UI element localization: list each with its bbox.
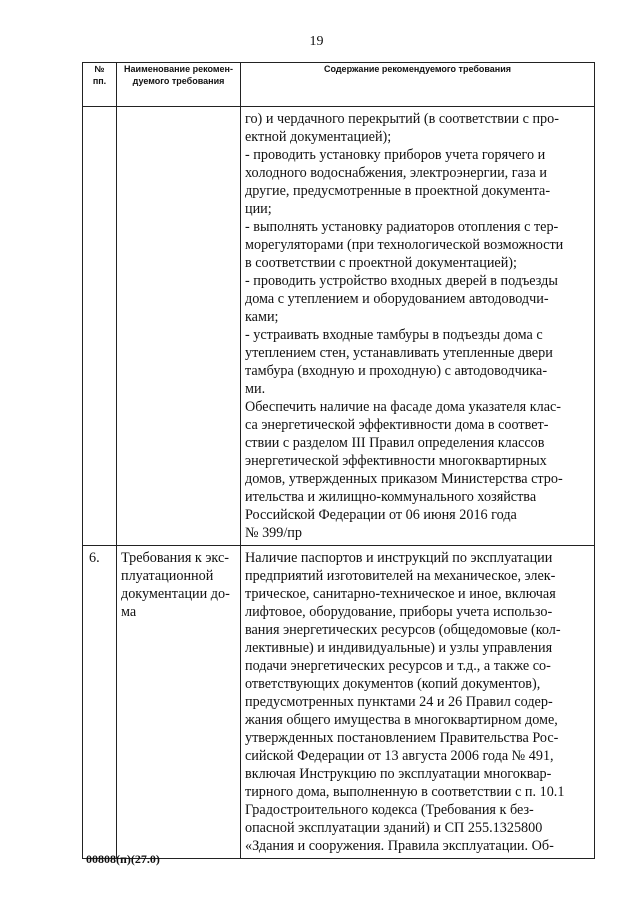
content-line: - устраивать входные тамбуры в подъезды дома с [245,327,543,343]
requirements-table [82,62,595,859]
content-line: № 399/пр [245,525,302,541]
content-line: утвержденных постановлением Правительства Рос- [245,730,559,746]
content-line: домов, утвержденных приказом Министерства стро- [245,471,563,487]
requirement-name-line: документации до- [121,586,230,602]
requirement-name [117,107,240,110]
table-row [83,546,595,859]
header-content: Содержание рекомендуемого требования [241,63,595,107]
table-row [83,107,595,546]
requirement-name-line: плуатационной [121,568,214,584]
content-line: вания энергетических ресурсов (общедомовые (кол- [245,622,561,638]
content-line: Наличие паспортов и инструкций по эксплуатации [245,550,553,566]
requirement-content [241,107,594,545]
requirement-name-cell [117,107,241,546]
content-line: энергетической эффективности многоквартирных [245,453,547,469]
content-line: дома с утеплением и оборудованием автодоводчи- [245,291,549,307]
content-line: предусмотренных пунктами 24 и 26 Правил содер- [245,694,553,710]
content-line: морегуляторами (при технологической возможности [245,237,564,253]
content-line: Российской Федерации от 06 июня 2016 года [245,507,517,523]
row-number: 6. [89,550,100,566]
row-number-cell [83,107,117,546]
requirement-name [117,546,240,621]
content-line: Обеспечить наличие на фасаде дома указателя клас- [245,399,562,415]
content-line: ительства и жилищно-коммунального хозяйства [245,489,537,505]
row-number [83,107,116,110]
content-line: сийской Федерации от 13 августа 2006 года № 491, [245,748,554,764]
page-number: 19 [309,34,324,49]
requirement-name-line: Требования к экс- [121,550,229,566]
content-line: ми. [245,381,266,397]
content-line: - проводить устройство входных дверей в подъезды [245,273,558,289]
header-name: Наименование рекомен- дуемого требования [117,63,241,107]
content-line: в соответствии с проектной документацией); [245,255,517,271]
content-line: тамбура (входную и проходную) с автодоводчика- [245,363,548,379]
content-line: опасной эксплуатации зданий) и СП 255.1325800 [245,820,543,836]
document-code: 00808(п)(27.0) [86,852,160,866]
content-line: включая Инструкцию по эксплуатации многоквар- [245,766,552,782]
content-line: го) и чердачного перекрытий (в соответствии с про- [245,111,559,127]
requirement-content-cell [241,546,595,859]
header-num: № пп. [83,63,117,107]
content-line: ции; [245,201,272,217]
requirement-name-cell [117,546,241,859]
table-header-row [83,63,595,107]
content-line: тирного дома, выполненную в соответствии с п. 10.1 [245,784,565,800]
content-line: ствии с разделом III Правил определения классов [245,435,545,451]
content-line: подачи энергетических ресурсов и т.д., а также со- [245,658,551,674]
content-line: лективные) и индивидуальные) и узлы управления [245,640,553,656]
content-line: ками; [245,309,279,325]
content-line: предприятий изготовителей на механическое, элек- [245,568,556,584]
content-line: са энергетической эффективности дома в соответ- [245,417,549,433]
content-line: утеплением стен, устанавливать утепленные двери [245,345,553,361]
content-line: - выполнять установку радиаторов отопления с тер- [245,219,559,235]
content-line: ектной документацией); [245,129,392,145]
requirement-name-line: ма [121,604,137,620]
content-line: трическое, санитарно-техническое и иное, включая [245,586,556,602]
content-line: лифтовое, оборудование, приборы учета использо- [245,604,553,620]
row-number-cell [83,546,117,859]
content-line: Градостроительного кодекса (Требования к без- [245,802,534,818]
content-line: - проводить установку приборов учета горячего и [245,147,546,163]
content-line: ответствующих документов (копий документов), [245,676,541,692]
content-line: холодного водоснабжения, электроэнергии, газа и [245,165,547,181]
content-line: другие, предусмотренные в проектной документа- [245,183,551,199]
content-line: жания общего имущества в многоквартирном доме, [245,712,558,728]
requirement-content-cell [241,107,595,546]
requirement-content [241,546,594,858]
content-line: «Здания и сооружения. Правила эксплуатации. Об- [245,838,554,854]
